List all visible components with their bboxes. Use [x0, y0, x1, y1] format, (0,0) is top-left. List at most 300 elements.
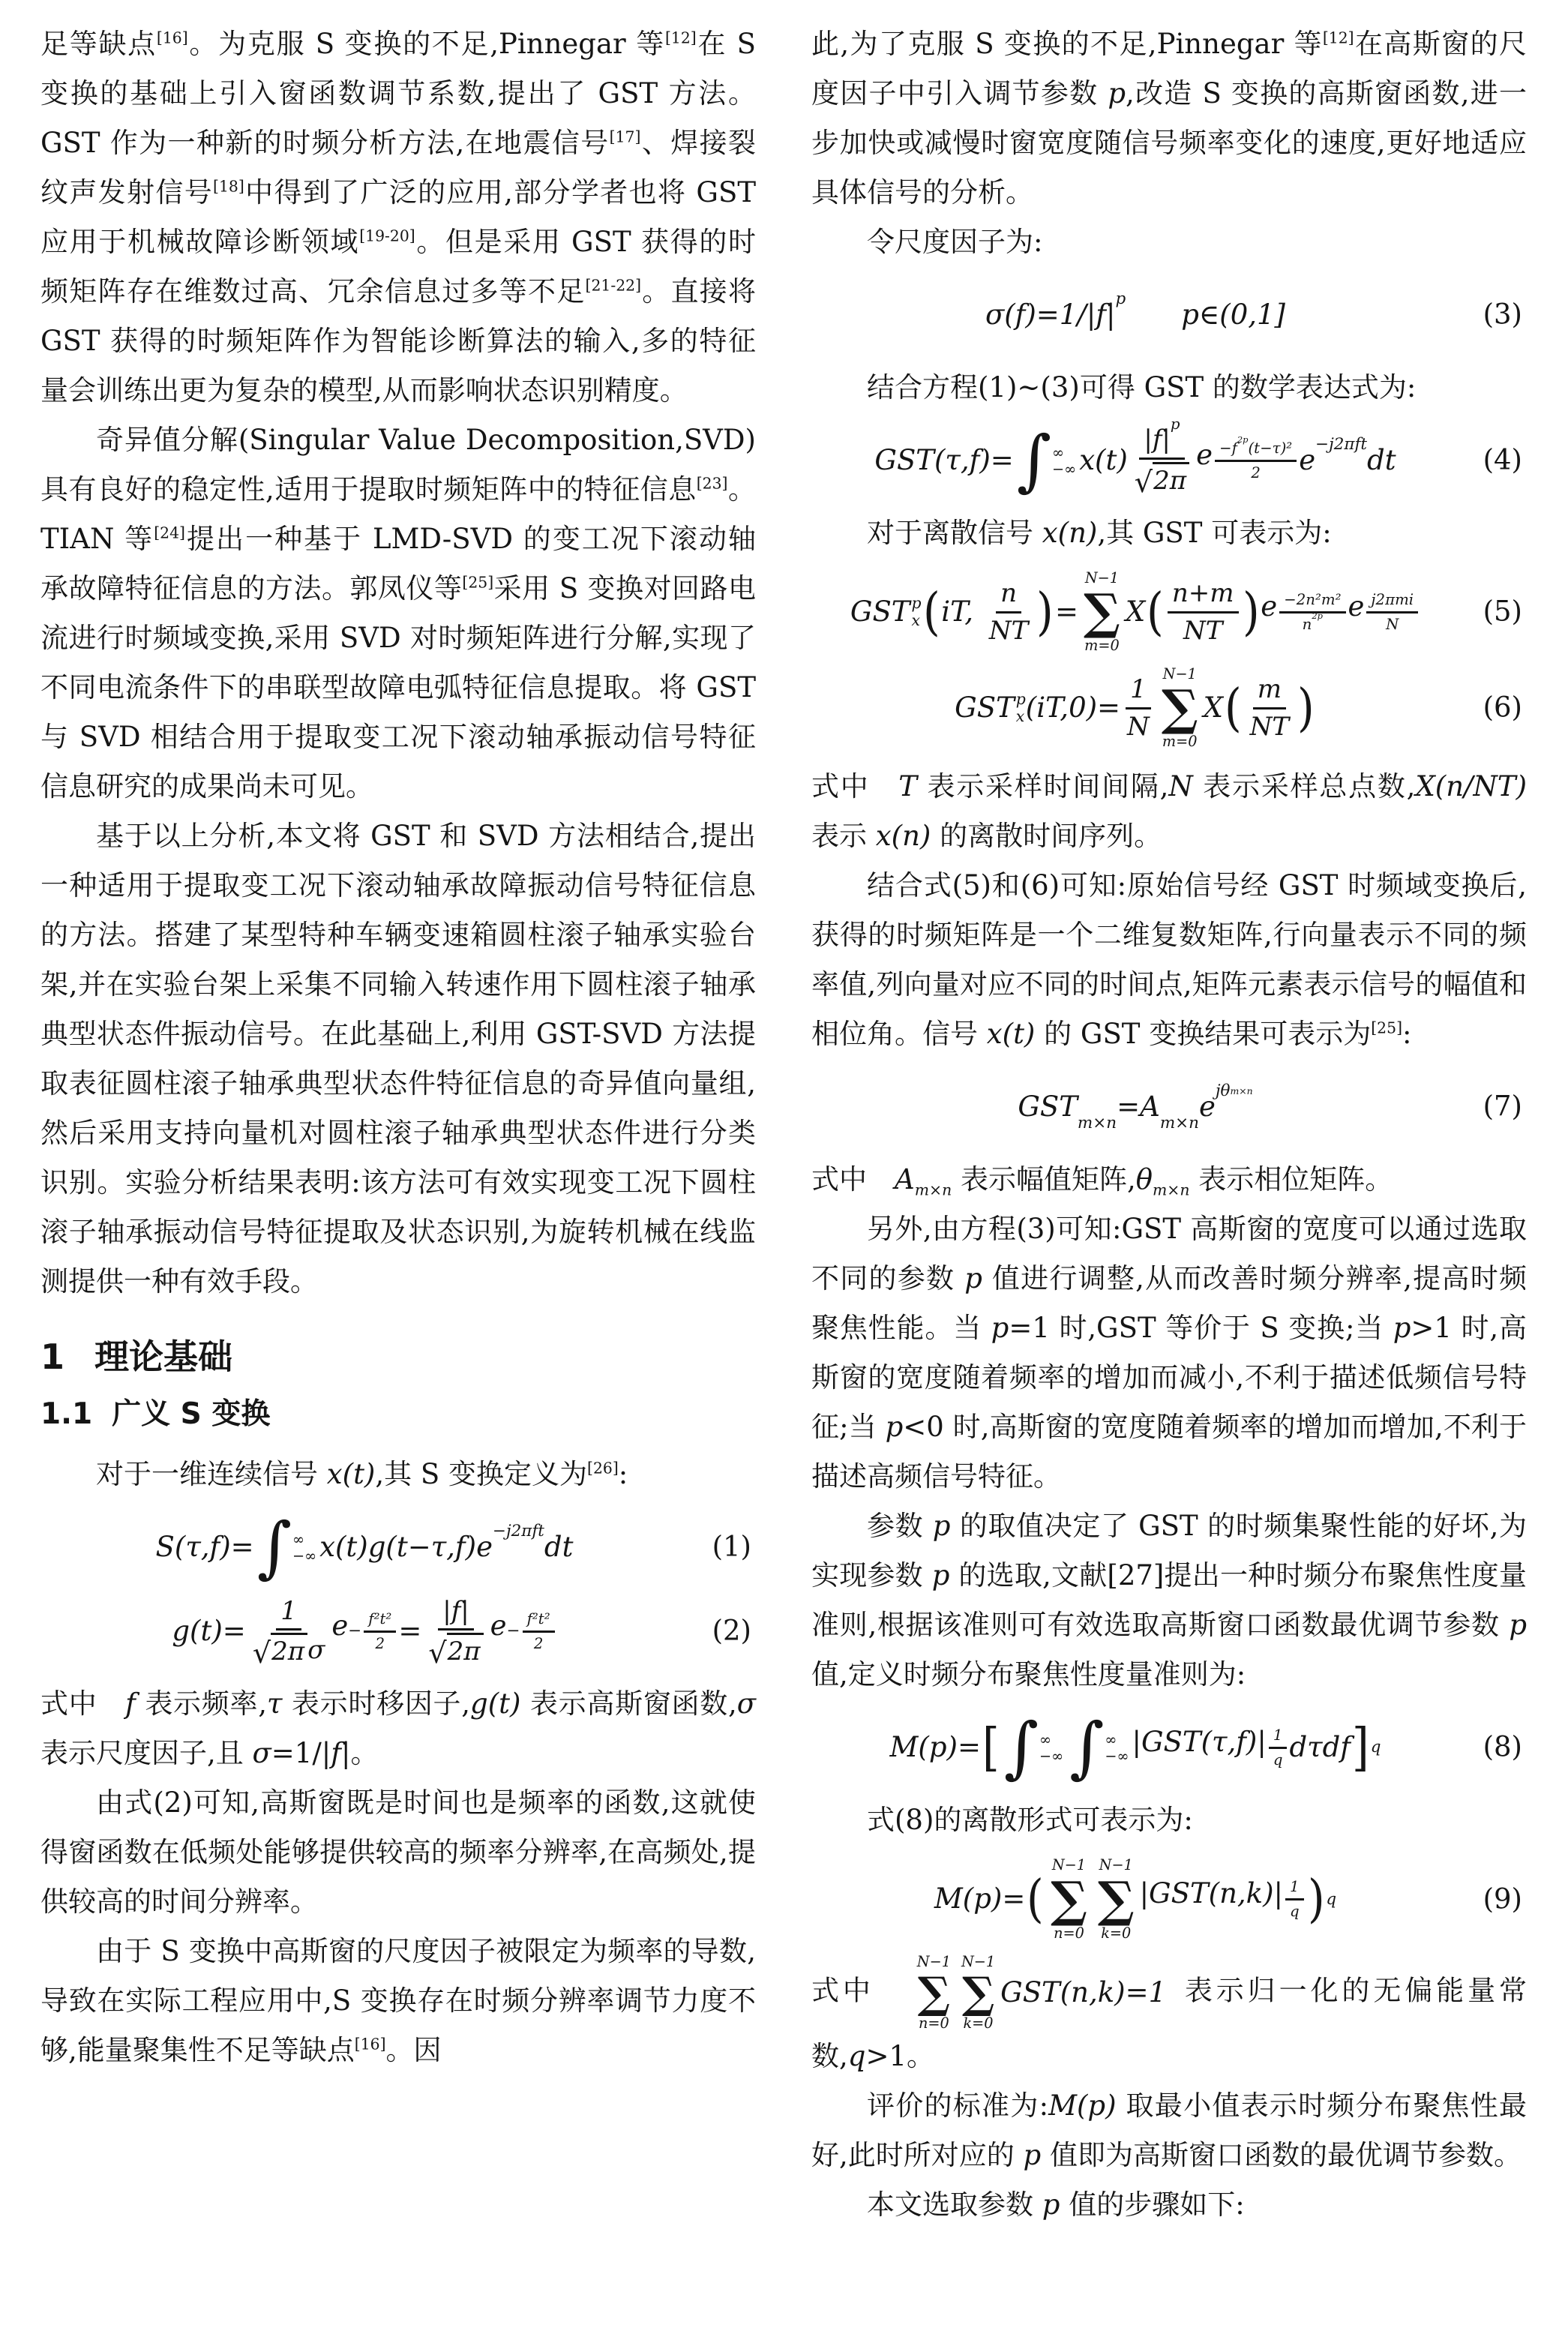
- citation-ref: [12]: [1322, 28, 1354, 47]
- math-text: X: [1203, 692, 1223, 724]
- math-text: e: [1196, 438, 1213, 471]
- radicand: [447, 1633, 484, 1667]
- math-text: NT: [1249, 711, 1290, 742]
- math-text: j2πmi: [1371, 590, 1414, 608]
- summation: [1051, 1857, 1087, 1941]
- equation-body: [1018, 1082, 1253, 1132]
- citation-ref: [25]: [462, 573, 494, 592]
- math-text: |f|: [1086, 298, 1116, 331]
- paragraph: 式中 N−1 ∑ n=0 N−1 ∑ k=0 GST(n,k)=1 表示归一化的无偏能量常数,q>1。: [811, 1952, 1528, 2073]
- math-text: x(t)g(t−τ,f): [319, 1531, 477, 1564]
- paragraph: 对于一维连续信号 x(t),其 S 变换定义为[26]:: [96, 1458, 628, 1491]
- upper: p: [911, 593, 922, 612]
- equation-number: (1): [712, 1531, 751, 1564]
- integral-sign: ∫: [1069, 1708, 1105, 1786]
- integral: [1003, 1708, 1064, 1786]
- equation-number: (7): [1483, 1090, 1522, 1124]
- integral-limits: [1105, 1731, 1129, 1766]
- base: [1199, 1091, 1216, 1124]
- fraction: [248, 1596, 330, 1668]
- math-text: f²t²: [526, 1610, 550, 1628]
- exponent: [1364, 591, 1420, 633]
- math-text: e: [331, 1610, 349, 1642]
- math-text: g(t)=: [172, 1615, 246, 1648]
- math-text: =: [398, 1615, 422, 1648]
- base: [1299, 445, 1315, 477]
- superscripted: [1261, 591, 1348, 633]
- upper-limit: N−1: [1099, 1856, 1133, 1874]
- superscripted: [1086, 289, 1126, 332]
- numerator: [1168, 578, 1239, 614]
- math-text: dτdf: [1289, 1731, 1351, 1764]
- numerator: [1366, 591, 1418, 614]
- math-text: (iT,0)=: [1025, 692, 1121, 724]
- superscripted: [331, 1610, 398, 1652]
- upper-limit: ∞: [292, 1531, 304, 1549]
- paragraph: 式(8)的离散形式可表示为:: [867, 1804, 1193, 1837]
- right-column: [811, 20, 1527, 2230]
- numerator: [1126, 674, 1151, 710]
- upper: p: [1015, 689, 1026, 708]
- radical-sign: √: [428, 1636, 447, 1670]
- inline-equation: [912, 1954, 1166, 2032]
- math-text: 2π: [1153, 466, 1187, 496]
- math-text: 2π: [447, 1636, 481, 1667]
- math-text: X: [1125, 595, 1146, 628]
- equation-number: (5): [1483, 595, 1522, 628]
- math-text: −j2πft: [1315, 434, 1368, 454]
- superscripted: [490, 1610, 557, 1652]
- fraction: [985, 578, 1033, 646]
- paragraph: 对于离散信号 x(n),其 GST 可表示为:: [867, 517, 1332, 549]
- citation-ref: [24]: [154, 524, 185, 542]
- fraction: [523, 1610, 555, 1652]
- paragraph: 参数 p 的取值决定了 GST 的时频集聚性能的好坏,为实现参数 p 的选取,文献[27]提出一种时频分布聚焦性度量准则,根据该准则可有效选取高斯窗口函数最优调节参数 p 值,定义时频分布聚焦性度量准则为:: [811, 1510, 1527, 1691]
- equation-body: [155, 1508, 574, 1586]
- base: [955, 692, 1015, 724]
- heading-number: 1: [40, 1336, 65, 1377]
- inline-math: p: [964, 1262, 982, 1295]
- superscripted: [1198, 1082, 1253, 1124]
- math-text: x(t): [1079, 443, 1128, 476]
- stack: [1016, 691, 1026, 726]
- integral: [1069, 1708, 1129, 1786]
- citation-ref: [17]: [609, 128, 641, 146]
- lower-limit: −∞: [1105, 1748, 1129, 1766]
- section-heading: [40, 1338, 756, 1376]
- math-text: n: [1302, 615, 1312, 633]
- inline-math: x(n): [1042, 517, 1098, 549]
- numerator: [996, 578, 1021, 614]
- denominator: [1123, 710, 1154, 742]
- numerator: [1215, 434, 1297, 462]
- math-text: =: [1055, 595, 1079, 628]
- superscripted: [476, 1522, 544, 1564]
- math-text: p: [1115, 289, 1126, 308]
- base: [1348, 591, 1365, 623]
- math-text: |f|: [1144, 424, 1171, 455]
- heading-number: 1.1: [40, 1396, 93, 1431]
- stack: [912, 595, 922, 630]
- upper-limit: N−1: [1051, 1856, 1087, 1874]
- sup-sub-stack: [955, 691, 1026, 726]
- fraction: [1123, 674, 1154, 742]
- square-root: [252, 1633, 307, 1670]
- numerator: [523, 1610, 555, 1633]
- base: [1144, 424, 1171, 455]
- numerator: [364, 1610, 396, 1633]
- inline-math: x(t): [326, 1458, 376, 1491]
- subscripted: [1140, 1090, 1199, 1132]
- upper-limit: N−1: [961, 1952, 996, 1970]
- equation: [811, 416, 1527, 499]
- citation-ref: [26]: [587, 1460, 619, 1478]
- numerator: [438, 1596, 474, 1631]
- radical-sign: √: [1134, 465, 1153, 499]
- exponent: [1267, 1726, 1290, 1768]
- math-text: |f|: [442, 1595, 469, 1626]
- fraction: [1285, 1878, 1304, 1920]
- superscripted: [1132, 1726, 1290, 1768]
- paragraph: 由式(2)可知,高斯窗既是时间也是频率的函数,这就使得窗函数在低频处能够提供较高的频率分辨率,在高频处,提供较高的时间分辨率。: [40, 1786, 756, 1918]
- sigma-sign: ∑: [961, 1966, 995, 2018]
- math-text: p: [1170, 416, 1180, 434]
- paragraph: 式中 T 表示采样时间间隔,N 表示采样总点数,X(n/NT) 表示 x(n) 的离散时间序列。: [811, 770, 1527, 853]
- lower-limit: n=0: [918, 2014, 949, 2032]
- citation-ref: [18]: [213, 177, 244, 196]
- denominator: [1130, 460, 1194, 499]
- lower-limit: −∞: [1039, 1748, 1064, 1766]
- math-text: 1: [1290, 1878, 1300, 1896]
- math-text: e: [1348, 590, 1365, 622]
- math-text: GST: [955, 692, 1015, 724]
- base: [331, 1610, 348, 1642]
- equation-number: (8): [1483, 1731, 1522, 1764]
- big-delimiter: ]: [1352, 1718, 1369, 1778]
- paragraph: 式中 $A_{m\times n}$ 表示幅值矩阵$,\theta_{m\times n}$ 表示相位矩阵。: [811, 1163, 1393, 1199]
- big-delimiter: (: [922, 581, 940, 642]
- math-text: σ(f)=1/: [985, 298, 1087, 331]
- paragraph: 由于 S 变换中高斯窗的尺度因子被限定为频率的导数,导致在实际工程应用中,S 变换存在时频分辨率调节力度不够,能量聚集性不足等缺点[16]。因: [40, 1935, 756, 2067]
- inline-subscript: m×n: [914, 1180, 952, 1199]
- math-text: σ: [307, 1634, 325, 1665]
- math-text: A: [1140, 1090, 1160, 1124]
- inline-math: x(t): [986, 1018, 1036, 1051]
- math-text: S(τ,f)=: [155, 1531, 254, 1564]
- equation-body: [985, 289, 1285, 332]
- paragraph: 足等缺点[16]。为克服 S 变换的不足,Pinnegar 等[12]在 S 变换的基础上引入窗函数调节系数,提出了 GST 方法。GST 作为一种新的时频分析方法,在地震信号[17]、焊接裂纹声发射信号[18]中得到了广泛的应用,部分学者也将 GST 应用于机械故障诊断领域[19-20]。但是采用 GST 获得的时频矩阵存在维数过高、冗余信息过多等不足[21-22]。直接将 GST 获得的时频矩阵作为智能诊断算法的输入,多的特征量会训练出更为复杂的模型,从而影响状态识别精度。: [40, 28, 757, 406]
- equation-number: (3): [1483, 298, 1522, 331]
- sigma-sign: ∑: [1084, 584, 1120, 641]
- denominator: [248, 1630, 330, 1670]
- base: [1018, 1091, 1078, 1124]
- numerator: [276, 1596, 301, 1631]
- math-text: 2: [375, 1634, 385, 1652]
- math-text: GST: [850, 595, 910, 628]
- inline-math: p: [1393, 1312, 1411, 1345]
- numerator: [1253, 674, 1286, 710]
- equation-body: [874, 416, 1396, 499]
- inline-math: X(n/NT): [1415, 770, 1527, 803]
- math-text: =: [1117, 1090, 1141, 1124]
- equation: [811, 1857, 1527, 1941]
- base: [476, 1532, 493, 1564]
- math-text: |GST(n,k)|: [1139, 1877, 1283, 1910]
- equation: [811, 1071, 1527, 1143]
- equation-body: [934, 1857, 1336, 1941]
- summation: [961, 1954, 995, 2032]
- math-text: M(p)=: [889, 1731, 981, 1764]
- math-text: m×n: [1159, 1113, 1199, 1132]
- math-text: iT,: [941, 595, 982, 628]
- superscripted: [1299, 434, 1368, 477]
- lower-limit: m=0: [1084, 637, 1120, 655]
- base: [850, 596, 910, 628]
- inline-math: p: [931, 1559, 950, 1592]
- base: [1303, 616, 1312, 634]
- paragraph: 结合方程(1)~(3)可得 GST 的数学表达式为:: [867, 371, 1417, 404]
- summation: [1084, 570, 1120, 654]
- upper-limit: ∞: [1039, 1731, 1051, 1749]
- equation-body: [889, 1708, 1381, 1786]
- big-delimiter: ): [1307, 1869, 1325, 1930]
- upper-limit: ∞: [1105, 1731, 1117, 1749]
- inline-math: f: [125, 1688, 136, 1720]
- denominator: [1246, 462, 1265, 482]
- big-delimiter: ): [1242, 581, 1260, 642]
- radicand: [1153, 462, 1189, 496]
- base: [1196, 440, 1213, 472]
- subsection-heading: [40, 1396, 756, 1431]
- inline-math: p: [991, 1312, 1009, 1345]
- inline-subscript: m×n: [1153, 1180, 1190, 1199]
- sigma-sign: ∑: [917, 1966, 950, 2018]
- equation: [811, 279, 1527, 351]
- math-text: e: [490, 1610, 507, 1642]
- integral: [1016, 421, 1077, 499]
- superscripted: [1302, 610, 1323, 634]
- numerator: [1139, 416, 1184, 460]
- integral-limits: [292, 1532, 316, 1563]
- exponent: [1213, 434, 1299, 482]
- math-text: 1: [1130, 674, 1147, 704]
- integral-limits: [1052, 445, 1076, 476]
- math-text: GST(n,k)=1: [1000, 1976, 1167, 2008]
- big-delimiter: [: [982, 1718, 1000, 1778]
- inline-math: g(t): [470, 1688, 521, 1720]
- math-text: −j2πft: [492, 1522, 544, 1541]
- upper-limit: N−1: [916, 1952, 951, 1970]
- fraction: [1279, 591, 1345, 633]
- inline-math: A: [895, 1163, 915, 1196]
- inline-math: σ: [736, 1688, 757, 1720]
- lower-limit: −∞: [1052, 460, 1077, 478]
- upper-limit: N−1: [1162, 665, 1197, 683]
- denominator: [529, 1633, 548, 1653]
- citation-ref: [19-20]: [359, 226, 415, 245]
- math-text: e: [476, 1531, 493, 1564]
- math-text: GST(τ,f)=: [874, 443, 1014, 476]
- inline-math: p: [932, 1510, 951, 1543]
- math-text: NT: [988, 615, 1029, 646]
- math-text: −2n²m²: [1284, 590, 1342, 608]
- denominator: [1381, 614, 1403, 634]
- equation-number: (4): [1483, 443, 1522, 476]
- equation: [811, 1708, 1527, 1786]
- sigma-sign: ∑: [1051, 1870, 1087, 1928]
- integral-sign: ∫: [1016, 421, 1052, 499]
- square-root: [428, 1633, 483, 1670]
- inline-math: τ: [266, 1688, 283, 1720]
- math-text: q: [1273, 1750, 1283, 1768]
- denominator: [1179, 614, 1227, 646]
- integral-sign: ∫: [256, 1508, 292, 1586]
- math-text: 1: [280, 1595, 297, 1626]
- square-root: [1134, 462, 1189, 499]
- equation-number: (6): [1483, 692, 1522, 724]
- fraction: [1168, 578, 1239, 646]
- citation-ref: [12]: [664, 28, 697, 47]
- denominator: [424, 1630, 487, 1670]
- superscripted: [1140, 1878, 1306, 1920]
- summation: [1162, 666, 1198, 750]
- equation-body: [850, 570, 1420, 654]
- citation-ref: [23]: [696, 474, 728, 493]
- base: [1261, 591, 1277, 623]
- math-text: q: [1370, 1738, 1381, 1757]
- equation: [40, 1595, 756, 1670]
- radicand: [271, 1633, 307, 1667]
- math-text: jθ: [1215, 1082, 1231, 1101]
- equation: [811, 666, 1527, 750]
- lower-limit: k=0: [963, 2014, 994, 2032]
- math-text: m×n: [1230, 1085, 1253, 1097]
- math-text: N: [1386, 615, 1399, 633]
- math-text: GST: [1018, 1090, 1078, 1124]
- paragraph: 此,为了克服 S 变换的不足,Pinnegar 等[12]在高斯窗的尺度因子中引入调节参数 p,改造 S 变换的高斯窗函数,进一步加快或减慢时窗宽度随信号频率变化的速度,更好地适应具体信号的分析。: [811, 28, 1527, 208]
- denominator: [1246, 710, 1294, 742]
- citation-ref: [25]: [1371, 1019, 1403, 1038]
- superscripted: [1144, 416, 1180, 455]
- math-text: N: [1127, 711, 1150, 742]
- lower: x: [911, 611, 920, 630]
- base: [1140, 1878, 1283, 1910]
- inline-math: p: [885, 1411, 904, 1444]
- big-delimiter: (: [1147, 581, 1164, 642]
- math-text: 2p: [1237, 434, 1249, 445]
- fraction: [1130, 416, 1194, 499]
- inline-math: x(n): [875, 820, 931, 853]
- denominator: [371, 1633, 390, 1653]
- math-text: 1: [1273, 1726, 1283, 1744]
- math-text: dt: [1367, 443, 1396, 476]
- denominator: [1285, 1900, 1304, 1921]
- sigma-sign: ∑: [1161, 680, 1198, 737]
- paragraph: 令尺度因子为:: [867, 226, 1043, 258]
- fraction: [1269, 1726, 1288, 1768]
- exponent: [348, 1610, 398, 1652]
- integral: [256, 1508, 317, 1586]
- lower-limit: n=0: [1054, 1924, 1084, 1942]
- math-text: 2π: [271, 1636, 305, 1667]
- lower-limit: k=0: [1101, 1924, 1132, 1942]
- equation: [811, 570, 1527, 654]
- paragraph: 奇异值分解(Singular Value Decomposition,SVD)具有良好的稳定性,适用于提取时频矩阵中的特征信息[23]。TIAN 等[24]提出一种基于 LMD-SVD 的变工况下滚动轴承故障特征信息的方法。郭凤仪等[25]采用 S 变换对回路电流进行时频域变换,采用 SVD 对时频矩阵进行分解,实现了不同电流条件下的串联型故障电弧特征信息提取。将 GST 与 SVD 相结合用于提取变工况下滚动轴承振动信号特征信息研究的成果尚未可见。: [40, 424, 757, 802]
- math-text: −: [506, 1622, 520, 1641]
- base: [1140, 1091, 1160, 1124]
- citation-ref: [16]: [354, 2036, 386, 2054]
- base: [490, 1610, 507, 1642]
- math-text: 2p: [1312, 610, 1323, 621]
- paragraph: 评价的标准为:M(p) 取最小值表示时频分布聚焦性最好,此时所对应的 p 值即为高斯窗口函数的最优调节参数。: [811, 2090, 1527, 2172]
- base: [1087, 299, 1116, 332]
- math-text: e: [1299, 443, 1316, 476]
- paragraph: 另外,由方程(3)可知:GST 高斯窗的宽度可以通过选取不同的参数 p 值进行调整,从而改善时频分辨率,提高时频聚焦性能。当 p=1 时,GST 等价于 S 变换;当 p>1 时,高斯窗的宽度随着频率的增加而减小,不利于描述低频信号特征;当 p<0 时,高斯窗的宽度随着频率的增加而增加,不利于描述高频信号特征。: [811, 1213, 1527, 1493]
- math-text: 2: [533, 1634, 544, 1652]
- fraction: [1246, 674, 1294, 742]
- math-text: n+m: [1171, 578, 1234, 608]
- fraction: [1366, 591, 1418, 633]
- math-text: 2: [1251, 464, 1261, 482]
- big-delimiter: ): [1297, 678, 1315, 739]
- left-column: [40, 20, 756, 2230]
- inline-math: T: [898, 770, 917, 803]
- superscripted: [1348, 591, 1421, 633]
- big-delimiter: (: [1224, 678, 1242, 739]
- subscripted: [1018, 1090, 1117, 1132]
- inline-math: p: [1042, 2188, 1060, 2222]
- summation: [917, 1954, 951, 2032]
- math-text: m: [1257, 674, 1282, 704]
- math-text: p∈(0,1]: [1181, 298, 1285, 331]
- paragraph: 式中 f 表示频率,τ 表示时移因子,g(t) 表示高斯窗函数,σ 表示尺度因子,且 σ=1/|f|。: [40, 1688, 757, 1770]
- math-text: −f: [1219, 439, 1237, 457]
- equation-number: (9): [1483, 1882, 1522, 1916]
- math-text: q: [1326, 1889, 1337, 1909]
- sup-sub-stack: [850, 595, 922, 630]
- lower-limit: −∞: [292, 1547, 317, 1565]
- big-delimiter: (: [1027, 1869, 1045, 1930]
- math-text: n: [1000, 578, 1018, 608]
- exponent: [1277, 591, 1348, 633]
- math-text: dt: [544, 1531, 574, 1564]
- math-text: |GST(τ,f)|: [1132, 1726, 1267, 1759]
- math-text: M(p)=: [934, 1882, 1026, 1916]
- superscripted: [1219, 434, 1249, 458]
- math-text: m×n: [1077, 1113, 1117, 1132]
- inline-math: p: [1023, 2139, 1042, 2172]
- upper-limit: N−1: [1084, 569, 1120, 586]
- citation-ref: [21-22]: [585, 276, 642, 295]
- inline-math: σ: [252, 1737, 271, 1770]
- math-text: NT: [1183, 615, 1223, 646]
- equation-body: [172, 1596, 556, 1668]
- inline-math: q: [847, 2040, 866, 2073]
- radical-sign: √: [252, 1636, 271, 1670]
- numerator: [1269, 1726, 1288, 1749]
- fraction: [364, 1610, 396, 1652]
- inline-math: M(p): [1048, 2090, 1117, 2122]
- fraction: [424, 1596, 487, 1668]
- denominator: [1269, 1749, 1288, 1769]
- base: [1132, 1726, 1267, 1759]
- base: [1219, 440, 1237, 458]
- inline-math: f: [331, 1737, 341, 1770]
- inline-math: θ: [1135, 1163, 1153, 1196]
- math-text: −: [348, 1622, 362, 1641]
- fraction: [1215, 434, 1297, 482]
- equation: [40, 1508, 756, 1586]
